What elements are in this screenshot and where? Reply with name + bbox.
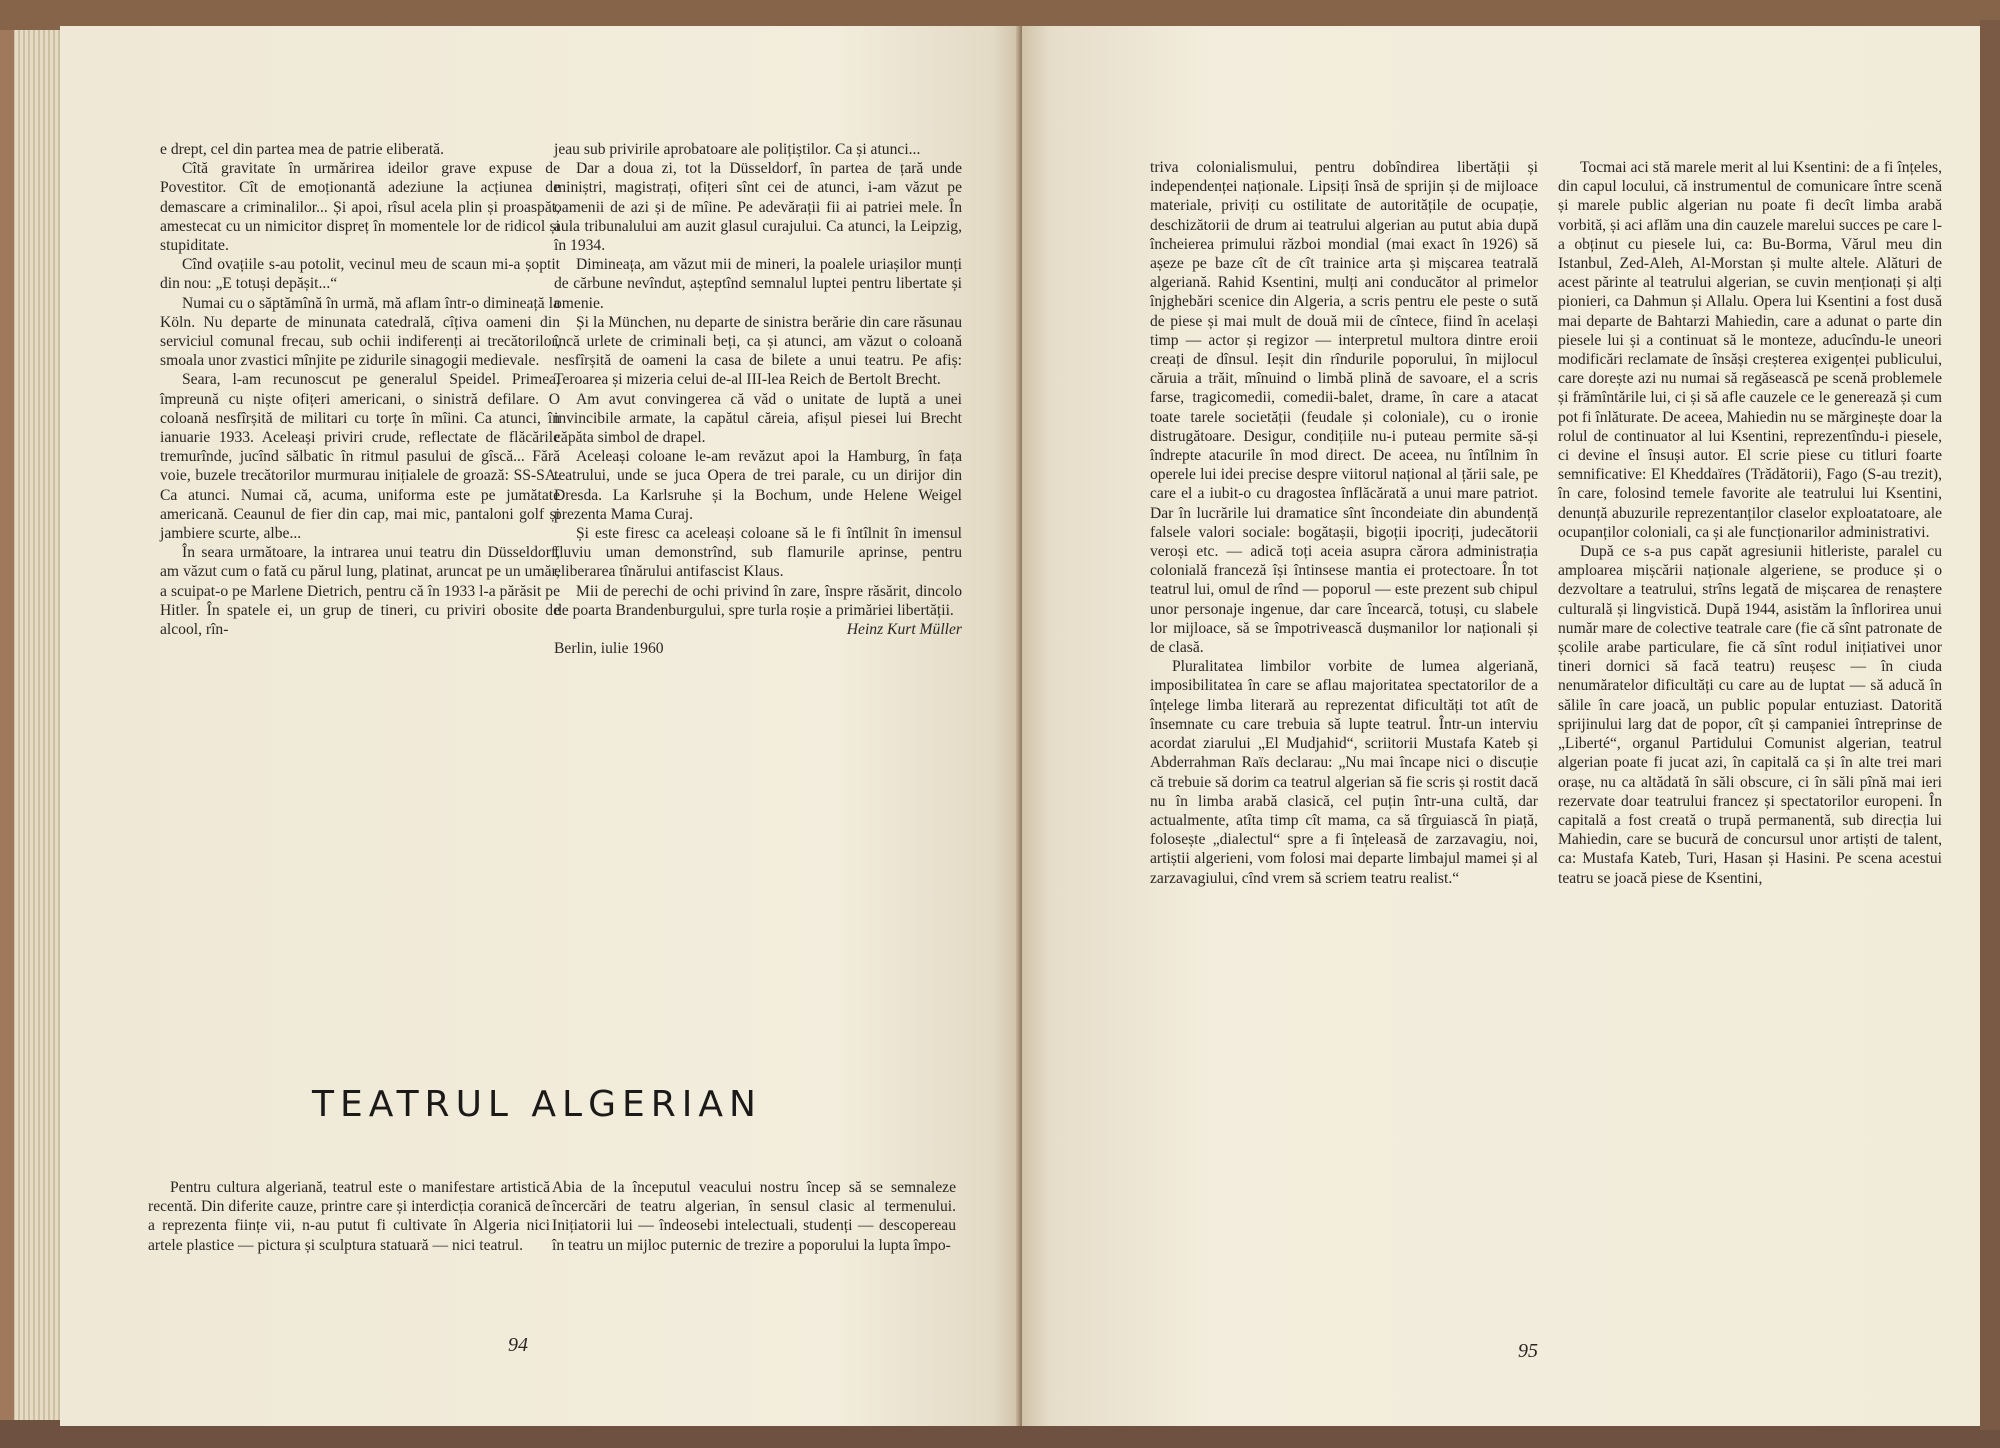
paragraph: Pluralitatea limbilor vorbite de lumea algeriană, imposibilitatea în care se aflau majoritatea spectatorilor de a înțelege limba literară au reprezentat dificultăți tot atît de însemnate cu care trebuia să lupte teatrul. Într-un interviu acordat ziarului „El Mudjahid“, scriitorii Mustafa Kateb și Abderrahman Raïs declarau: „Nu mai încape nici o discuție că trebuie să dorim ca teatrul algerian să fie scris și rostit dacă nu în limba arabă clasică, cel puțin într-una cultă, dar actualmente, atîta timp cît mama, ca să tîrguiască în piață, folosește „dialectul“ spre a fi înțeleasă de zarzavagiu, noi, artiștii algerieni, vom folosi mai departe limbajul mamei și al zarzavagiului, cînd vrem să scriem teatru realist.“ <box>1150 658 1538 887</box>
paragraph: Dar a doua zi, tot la Düsseldorf, în partea de țară unde miniștri, magistrați, ofițeri sînt cei de atunci, i-am văzut pe oamenii de azi și de mîine. Pe adevărații fii ai patriei mele. În aula tribunalului am auzit glasul curajului. Ca atunci, la Leipzig, în 1934. <box>554 160 962 255</box>
cover-edge-right <box>1980 20 2000 1430</box>
place-date: Berlin, iulie 1960 <box>554 640 664 658</box>
paragraph: După ce s-a pus capăt agresiunii hitleriste, paralel cu amploarea mișcării naționale algeriene, se produce și o dezvoltare a teatrului, strîns legată de mișcarea de renaștere culturală și lingvistică. După 1944, asistăm la înflorirea unui număr mare de colective teatrale care (fie că sînt patronate de școlile arabe particulare, fie că sînt rodul inițiativei unor tineri dornici să facă teatru) reușesc — în ciuda nenumăratelor dificultăți cu care au de luptat — să aducă în sălile în care joacă, un public popular entuziast. Datorită sprijinului larg dat de popor, cît și campaniei întreprinse de „Liberté“, organul Partidului Comunist algerian, teatrul algerian poate fi jucat azi, în capitală ca și în alte trei mari orașe, nu ca altădată în săli obscure, ci în săli pînă mai ieri rezervate doar teatrului francez și spectatorilor europeni. În capitală a fost creată o trupă permanentă, sub direcția lui Mahiedin, care se bucură de concursul unor artiști de talent, ca: Mustafa Kateb, Turi, Hasan și Hasini. Pe scena acestui teatru se joacă piese de Ksentini, <box>1558 543 1942 887</box>
paragraph: Am avut convingerea că văd o unitate de luptă a unei invincibile armate, la capătul căreia, afișul piesei lui Brecht căpăta simbol de drapel. <box>554 390 962 447</box>
intro-column-2 <box>552 1178 956 1255</box>
paragraph: Dimineața, am văzut mii de mineri, la poalele uriașilor munți de cărbune nevîndut, așteptînd semnalul luptei pentru libertate și omenie. <box>554 256 962 312</box>
paragraph: Seara, l-am recunoscut pe generalul Speidel. Primea, împreună cu niște ofițeri americani, o sinistră defilare. O coloană nesfîrșită de militari cu torțe în mîini. Ca atunci, în ianuarie 1933. Aceleași priviri crude, reflectate de flăcările tremurînde, jucînd sălbatic în ritmul pasului de gîscă... Fără voie, buzele trecătorilor murmurau inițialele de groază: SS-SA. Ca atunci. Numai că, acuma, uniforma este pe jumătate americană. Ceaunul de fier din cap, mai mic, pantaloni golf și jambiere scurte, albe... <box>160 371 560 543</box>
paragraph: Numai cu o săptămînă în urmă, mă aflam într-o dimineață la Köln. Nu departe de minunata catedrală, cîțiva oameni din serviciul comunal frecau, sub ochii indiferenți ai trecătorilor, smoala unor zvastici mînjite pe zidurile sinagogii medievale. <box>160 294 560 370</box>
left-page-column-2 <box>554 140 962 658</box>
paragraph: Tocmai aci stă marele merit al lui Ksentini: de a fi înțeles, din capul locului, că instrumentul de comunicare între scenă și marele public algerian nu poate fi decît limba arabă vorbită, și aci aflăm una din cauzele marelui succes pe care l-a obținut cu piesele lui, ca: Bu-Borma, Vărul meu din Istanbul, Zed-Aleh, Al-Morstan și multe altele. Alături de acest părinte al teatrului algerian, se cuvin menționați și alți pionieri, ca Dahmun și Allalu. Opera lui Ksentini a fost dusă mai departe de Bahtarzi Mahiedin, care a adunat o parte din piesele lui și a continuat să le monteze, aducîndu-le uneori modificări reclamate de însăși creșterea exigenței publicului, care dorește azi nu numai să regăsească pe scenă problemele și frămîntările lui, ci și să afle cauzele ce le generează și cum pot fi înlăturate. De aceea, Mahiedin nu se mărginește doar la rolul de continuator al lui Ksentini, reprezentîndu-i piesele, ci devine el însuși autor. El scrie piese cu titluri foarte semnificative: El Kheddaïres (Trădătorii), Fago (S-au trezit), în care, folosind temele favorite ale teatrului lui Ksentini, denunță abuzurile reprezentanților claselor exploatatoare, ale ocupanților coloniali, ca și ale funcționarilor administrativi. <box>1558 159 1942 541</box>
paragraph: Abia de la începutul veacului nostru încep să se semnaleze încercări de teatru algerian, în sensul clasic al termenului. Inițiatorii lui — îndeosebi intelectuali, studenți — descopereau în teatru un mijloc puternic de trezire a poporului la lupta împo- <box>552 1179 956 1254</box>
paragraph: triva colonialismului, pentru dobîndirea libertății și independenței naționale. Lipsiți însă de sprijin și de mijloace materiale, priviți cu ostilitate de autoritățile de ocupație, deschizătorii de drum ai teatrului algerian au putut abia după încheierea primului război mondial (mai exact în 1926) să așeze pe baze cît de cît trainice arta și mișcarea teatrală algeriană. Rahid Ksentini, mulți ani conducător al primelor înjghebări scenice din Algeria, a scris pentru ele peste o sută de piese și mai mult de două mii de cîntece, fiind în același timp — actor și regizor — interpretul multora dintre eroii creați de dînsul. Ieșit din rîndurile poporului, în mijlocul căruia a trăit, mînuind o limbă plină de savoare, el a scris farse, tragicomedii, comedii-balet, drame, în care a atacat toate tarele societății (feudale și coloniale), cu o ironie distrugătoare. Desigur, condițiile nu-i puteau permite să-și îndrepte atacurile în mod direct. De aceea, nu întîlnim în operele lui idei precise despre viitorul național al țării sale, pe care el a iubit-o cu dragostea înflăcărată a unui mare patriot. Dar în lucrările lui dramatice sînt încondeiate din abundență falsele valori sociale: bogătașii, bigoții ipocriți, judecătorii veroși etc. — adică toți aceia asupra cărora administrația colonială franceză își întinsese mantia ei protectoare. În tot teatrul lui, omul de rînd — poporul — este prezent sub chipul unor personaje ingenue, dar care încearcă, totuși, cu slabele lor mijloace, să se împotrivească dușmanilor lor naționali și de clasă. <box>1150 159 1538 657</box>
author-signature: Heinz Kurt Müller <box>846 621 962 639</box>
paragraph: Aceleași coloane le-am revăzut apoi la Hamburg, în fața teatrului, unde se juca Opera de trei parale, cu un dirijor din Dresda. La Karlsruhe și la Bochum, unde Helene Weigel prezenta Mama Curaj. <box>554 448 962 523</box>
left-page-column-1 <box>160 140 560 639</box>
paragraph: Cîtă gravitate în urmărirea ideilor grave expuse de Povestitor. Cît de emoționantă adeziune la acțiunea de demascare a criminalilor... Și apoi, rîsul acela plin și proaspăt, amestecat cu un nimicitor dispreț în momentele lor de ridicol și stupiditate. <box>160 160 560 255</box>
paragraph: jeau sub privirile aprobatoare ale polițiștilor. Ca și atunci... <box>554 141 921 158</box>
left-page <box>60 26 1022 1426</box>
paragraph: În seara următoare, la intrarea unui teatru din Düsseldorf, am văzut cum o fată cu părul lung, platinat, aruncat pe un umăr, a scuipat-o pe Marlene Dietrich, pentru că în 1933 l-a părăsit pe Hitler. În spatele ei, un grup de tineri, cu priviri obosite de alcool, rîn- <box>160 544 560 639</box>
right-page <box>1022 26 1982 1426</box>
right-page-column-2 <box>1558 158 1942 888</box>
intro-column-1 <box>148 1178 550 1255</box>
page-stack-edge <box>0 30 63 1420</box>
page-number: 94 <box>508 1334 528 1356</box>
paragraph: Mii de perechi de ochi privind în zare, înspre răsărit, dincolo de poarta Brandenburgului, spre turla roșie a primăriei libertății. <box>554 582 962 619</box>
paragraph: e drept, cel din partea mea de patrie eliberată. <box>160 141 444 158</box>
paragraph: Și este firesc ca aceleași coloane să le fi întîlnit în imensul fluviu uman demonstrînd, sub flamurile aprinse, pentru eliberarea tînărului antifascist Klaus. <box>554 525 962 581</box>
paragraph: Pentru cultura algeriană, teatrul este o manifestare artistică recentă. Din diferite cauze, printre care și interdicția coranică de a reprezenta ființe vii, n-au putut fi cultivate în Algeria nici artele plastice — pictura și sculptura statuară — nici teatrul. <box>148 1179 550 1254</box>
paragraph: Cînd ovațiile s-au potolit, vecinul meu de scaun mi-a șoptit din nou: „E totuși depășit...“ <box>160 256 560 293</box>
section-title: TEATRUL ALGERIAN <box>312 1084 762 1125</box>
right-page-column-1 <box>1150 158 1538 888</box>
page-number: 95 <box>1518 1340 1538 1362</box>
paragraph: Și la München, nu departe de sinistra berărie din care răsunau încă urlete de criminali beți, ca și atunci, am văzut o coloană nesfîrșită de oameni la casa de bilete a unui teatru. Pe afiș: Teroarea și mizeria celui de-al III-lea Reich de Bertolt Brecht. <box>554 313 962 389</box>
